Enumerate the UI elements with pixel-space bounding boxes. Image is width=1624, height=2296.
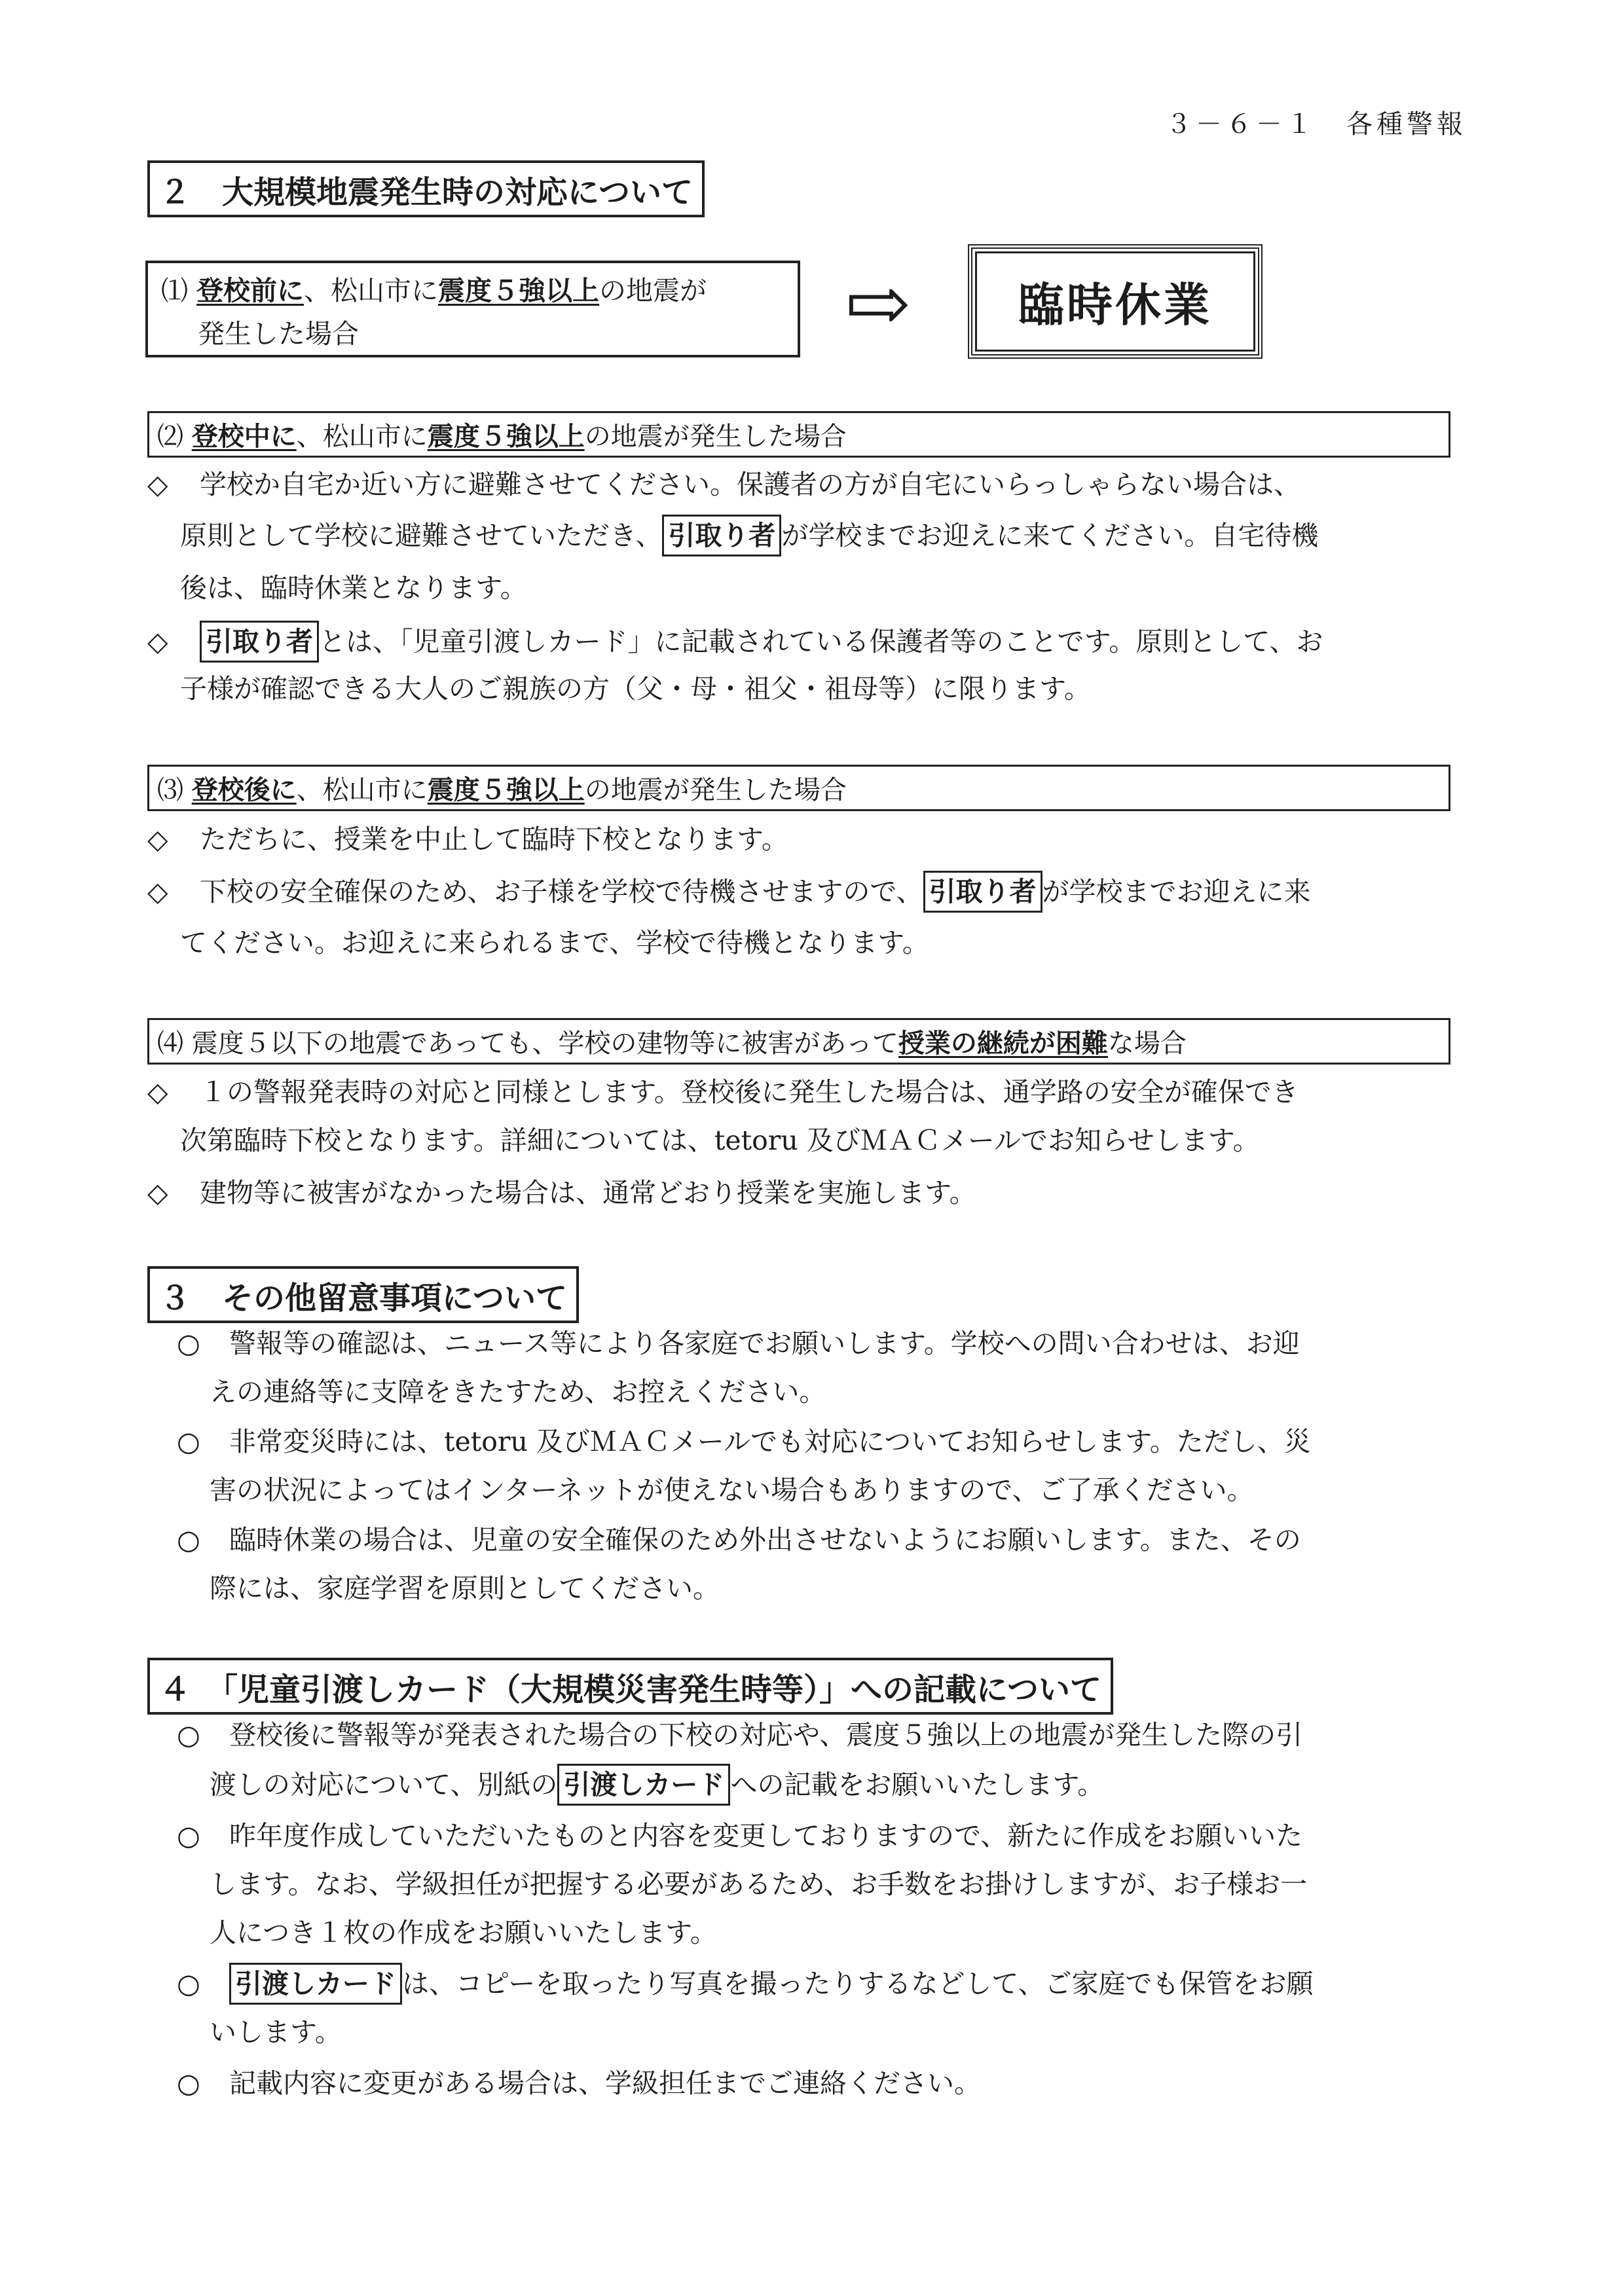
section-4-item-3-line-2: いします。 xyxy=(210,2016,342,2048)
case-3-bullet-2-line-2: てください。お迎えに来られるまで、学校で待機となります。 xyxy=(180,927,929,958)
page-header: ３－６－１ 各種警報 xyxy=(1166,109,1467,139)
arrow-right-icon: ⇨ xyxy=(845,259,911,350)
circle-bullet-icon: ○ xyxy=(177,1328,200,1359)
section-4-item-2-line-3: 人につき１枚の作成をお願いいたします。 xyxy=(210,1917,717,1948)
section-3-item-2-text-1: 非常変災時には、tetoru 及びＭＡＣメールでも対応についてお知らせします。ただし、災 xyxy=(229,1426,1311,1457)
case-2-text-b: 、松山市に xyxy=(296,422,428,452)
case-3-bullet-2-line-1 xyxy=(147,868,1311,915)
case-4-box xyxy=(147,1018,1450,1065)
section-4-item-1-text-2a: 渡しの対応について、別紙の xyxy=(210,1769,558,1800)
case-2-bullet-1-line-2 xyxy=(180,512,1318,559)
pickup-person-label: 引取り者 xyxy=(200,621,319,663)
section-3-title: ３ その他留意事項について xyxy=(147,1266,579,1323)
case-4-number: ⑷ xyxy=(157,1029,183,1059)
pickup-person-label: 引取り者 xyxy=(923,871,1043,913)
case-1-line-2: 発生した場合 xyxy=(198,318,359,350)
case-2-intensity: 震度５強以上 xyxy=(427,422,585,452)
case-1-text-b: 、松山市に xyxy=(304,275,439,306)
case-2-bullet-2-text-1: とは、「児童引渡しカード」に記載されている保護者等のことです。原則として、お xyxy=(319,626,1323,657)
case-3-number: ⑶ xyxy=(157,775,183,805)
case-4-bullet-1-text-1: １の警報発表時の対応と同様とします。登校後に発生した場合は、通学路の安全が確保でき xyxy=(200,1076,1299,1108)
section-4-item-3-text-1: は、コピーを取ったり写真を撮ったりするなどして、ご家庭でも保管をお願 xyxy=(402,1968,1314,1999)
case-2-bullet-1-text-2a: 原則として学校に避難させていただき、 xyxy=(180,520,663,551)
diamond-bullet-icon: ◇ xyxy=(147,876,168,907)
circle-bullet-icon: ○ xyxy=(177,1426,200,1457)
section-2-title: ２ 大規模地震発生時の対応について xyxy=(147,160,705,217)
section-3-item-1-line-2: えの連絡等に支障をきたすため、お控えください。 xyxy=(210,1376,826,1408)
diamond-bullet-icon: ◇ xyxy=(147,469,168,500)
case-3-bullet-1-text: ただちに、授業を中止して臨時下校となります。 xyxy=(200,824,788,855)
case-2-bullet-1-text-2b: が学校までお迎えに来てください。自宅待機 xyxy=(781,520,1319,551)
case-2-timing: 登校中に xyxy=(191,422,297,452)
case-2-bullet-1-line-3: 後は、臨時休業となります。 xyxy=(180,572,527,604)
case-2-bullet-2-line-1 xyxy=(147,618,1323,665)
case-2-bullet-2-line-2: 子様が確認できる大人のご親族の方（父・母・祖父・祖母等）に限ります。 xyxy=(180,673,1091,704)
section-3-item-1-text-1: 警報等の確認は、ニュース等により各家庭でお願いします。学校への問い合わせは、お迎 xyxy=(229,1328,1300,1359)
section-4-item-1-line-2 xyxy=(210,1761,1104,1808)
section-4-item-4-text: 記載内容に変更がある場合は、学級担任までご連絡ください。 xyxy=(229,2068,981,2099)
case-4-text-c: な場合 xyxy=(1107,1029,1187,1059)
case-2-text-d: の地震が発生した場合 xyxy=(584,422,847,452)
section-4-item-1-line-1 xyxy=(177,1711,1302,1758)
pickup-person-label: 引取り者 xyxy=(662,515,781,556)
section-4-item-1-text-1: 登校後に警報等が発表された場合の下校の対応や、震度５強以上の地震が発生した際の引 xyxy=(229,1719,1303,1751)
case-1-box xyxy=(145,261,800,357)
section-4-item-2-line-1 xyxy=(177,1812,1302,1859)
circle-bullet-icon: ○ xyxy=(177,1524,200,1556)
case-3-bullet-1 xyxy=(147,816,788,863)
circle-bullet-icon: ○ xyxy=(177,1820,200,1851)
case-1-intensity: 震度５強以上 xyxy=(438,275,600,306)
case-3-intensity: 震度５強以上 xyxy=(427,775,585,805)
section-3-item-3-line-2: 際には、家庭学習を原則としてください。 xyxy=(210,1573,720,1604)
case-2-number: ⑵ xyxy=(157,422,183,452)
section-3-item-2-line-1 xyxy=(177,1418,1311,1465)
case-1-text-d: の地震が xyxy=(599,275,707,306)
handover-card-label: 引渡しカード xyxy=(557,1764,730,1806)
circle-bullet-icon: ○ xyxy=(177,1719,200,1751)
circle-bullet-icon: ○ xyxy=(177,1968,200,1999)
section-3-item-1-line-1 xyxy=(177,1320,1300,1367)
case-2-box xyxy=(147,411,1450,458)
case-1-number: ⑴ xyxy=(161,275,188,306)
handover-card-label: 引渡しカード xyxy=(229,1963,402,2005)
case-3-bullet-2-text-1a: 下校の安全確保のため、お子様を学校で待機させますので、 xyxy=(200,876,923,907)
closure-result-box: 臨時休業 xyxy=(968,244,1263,359)
section-4-item-2-text-1: 昨年度作成していただいたものと内容を変更しておりますので、新たに作成をお願いいた xyxy=(229,1820,1303,1851)
section-3-item-3-text-1: 臨時休業の場合は、児童の安全確保のため外出させないようにお願いします。また、その xyxy=(229,1524,1301,1556)
section-4-item-2-line-2: します。なお、学級担任が把握する必要があるため、お手数をお掛けしますが、お子様お一 xyxy=(210,1868,1308,1900)
case-3-bullet-2-text-1b: が学校までお迎えに来 xyxy=(1042,876,1311,907)
diamond-bullet-icon: ◇ xyxy=(147,824,168,855)
case-1-line-1 xyxy=(161,267,707,314)
section-3-item-2-line-2: 害の状況によってはインターネットが使えない場合もありますので、ご了承ください。 xyxy=(210,1474,1254,1506)
case-3-text-b: 、松山市に xyxy=(296,775,428,805)
case-3-timing: 登校後に xyxy=(191,775,297,805)
case-4-bullet-2-text: 建物等に被害がなかった場合は、通常どおり授業を実施します。 xyxy=(200,1177,976,1209)
diamond-bullet-icon: ◇ xyxy=(147,1076,168,1108)
circle-bullet-icon: ○ xyxy=(177,2068,200,2099)
case-1-timing: 登校前に xyxy=(196,275,304,306)
case-2-bullet-1-line-1 xyxy=(147,461,1301,508)
section-3-item-3-line-1 xyxy=(177,1516,1301,1563)
diamond-bullet-icon: ◇ xyxy=(147,1177,168,1209)
case-4-bullet-1-line-1 xyxy=(147,1068,1299,1116)
section-4-item-4 xyxy=(177,2060,981,2107)
case-4-text-a: 震度５以下の地震であっても、学校の建物等に被害があって xyxy=(191,1029,898,1059)
case-3-box xyxy=(147,765,1450,811)
case-4-bullet-2 xyxy=(147,1169,976,1216)
section-4-title: ４ 「児童引渡しカード（大規模災害発生時等）」への記載について xyxy=(147,1658,1113,1715)
case-4-emphasis: 授業の継続が困難 xyxy=(898,1029,1108,1059)
case-3-text-d: の地震が発生した場合 xyxy=(584,775,847,805)
section-4-item-1-text-2b: への記載をお願いいたします。 xyxy=(730,1769,1105,1800)
case-4-bullet-1-line-2: 次第臨時下校となります。詳細については、tetoru 及びＭＡＣメールでお知らせします。 xyxy=(180,1125,1260,1156)
section-4-item-3-line-1 xyxy=(177,1960,1314,2007)
diamond-bullet-icon: ◇ xyxy=(147,626,168,657)
case-2-bullet-1-text-1: 学校か自宅か近い方に避難させてください。保護者の方が自宅にいらっしゃらない場合は、 xyxy=(200,469,1301,500)
